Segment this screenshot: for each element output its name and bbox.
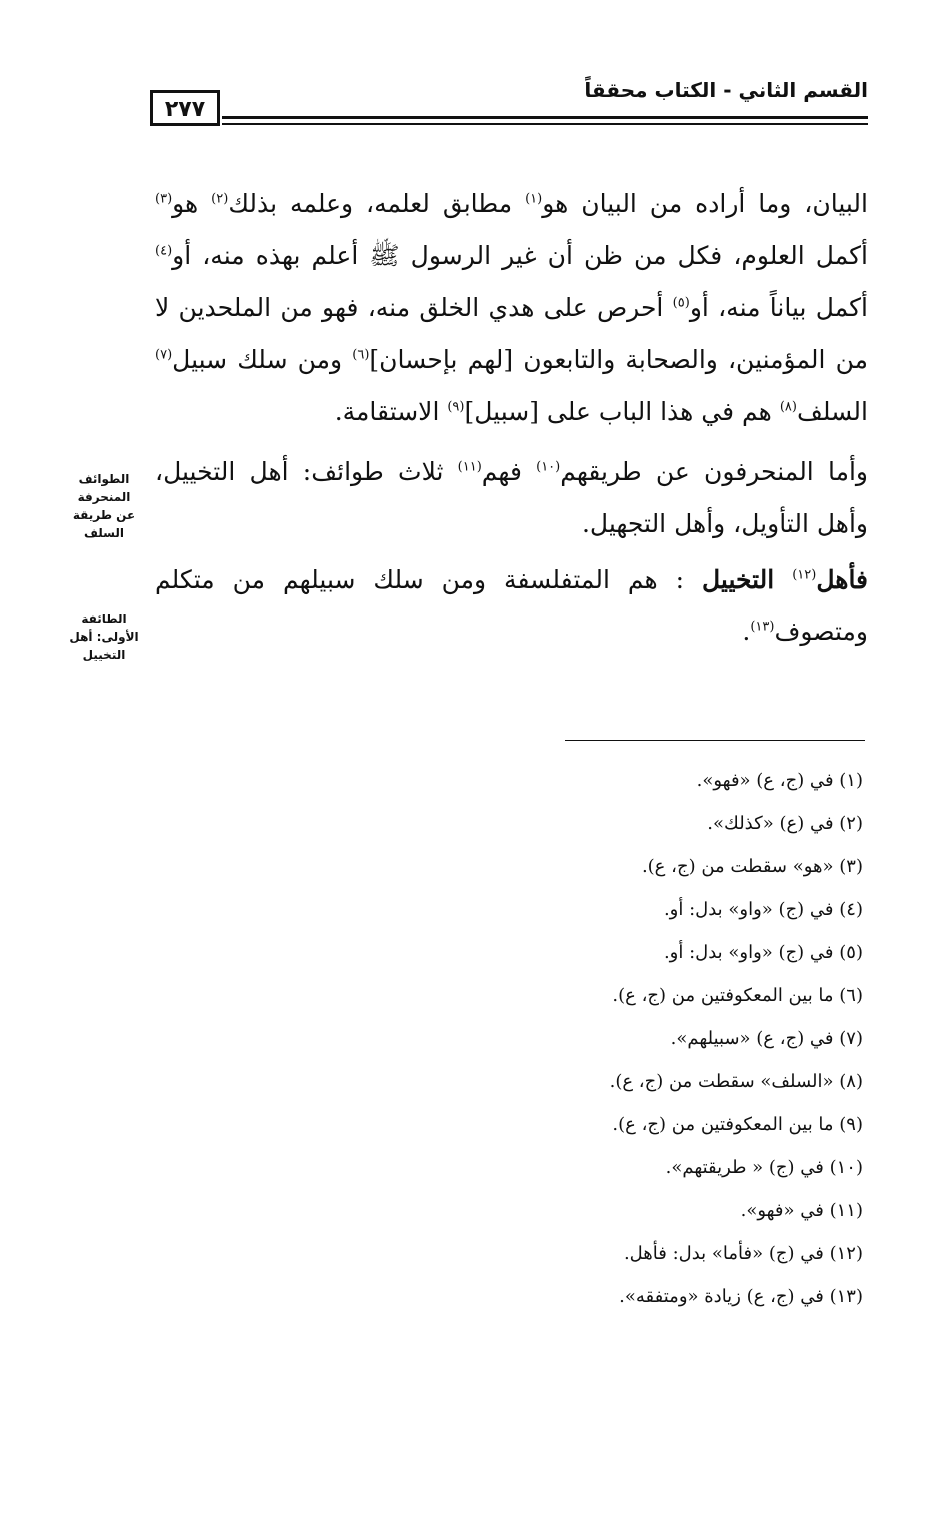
paragraph-2 — [155, 446, 868, 550]
text-segment: فهم — [481, 457, 522, 486]
footnote-item: (٧) في (ج، ع) «سبيلهم». — [670, 1028, 863, 1049]
text-segment: هم في هذا الباب على — [546, 397, 772, 426]
footnote-ref[interactable]: (٤) — [155, 243, 173, 259]
margin-note-line: الطوائف — [78, 472, 130, 486]
text-segment: [سبيل] — [464, 397, 539, 426]
margin-note-deviant-sects — [58, 470, 150, 542]
text-segment: منه، فهو من الملحدين لا من المؤمنين، والصحابة والتابعون [لهم — [155, 293, 869, 374]
margin-note-line: الأولى: أهل — [69, 630, 139, 644]
header-rule-thin — [222, 123, 868, 125]
footnote-item: (٥) في (ج) «واو» بدل: أو. — [663, 942, 863, 963]
margin-note-line: عن طريقة — [72, 508, 136, 522]
paragraph-3: فأهل$^{(١٢)}$ التخييل : هم المتفلسفة ومن سلك سبيلهم من متكلم ومتصوف$^{(١٣)}$. — [155, 565, 869, 646]
footnote-ref[interactable]: (١١) — [457, 459, 482, 475]
footnote-item: (١٠) في (ج) « طريقتهم». — [665, 1157, 863, 1178]
footnote-ref[interactable]: (٥) — [672, 295, 690, 311]
text-segment: وعلمه بذلك — [228, 189, 354, 218]
footnote-ref[interactable]: (١٢) — [792, 567, 817, 583]
text-segment-bold: التخييل — [701, 565, 775, 594]
page-header — [150, 78, 868, 128]
margin-note-first-sect — [58, 610, 150, 664]
text-segment: ثلاث طوائف: أهل — [249, 457, 444, 486]
footnote-item: (٩) ما بين المعكوفتين من (ج، ع). — [612, 1114, 863, 1135]
footnote-separator — [565, 740, 865, 741]
text-segment: السلف — [796, 397, 868, 426]
header-rule-thick — [222, 116, 868, 119]
text-segment: أحرص على هدي الخلق — [419, 293, 664, 322]
margin-note-line: الطائفة — [81, 612, 127, 626]
text-segment: وأما المنحرفون عن طريقهم — [560, 457, 868, 486]
footnote-ref[interactable]: (٩) — [447, 399, 465, 415]
footnote-ref[interactable]: (٣) — [155, 191, 173, 207]
footnote-ref[interactable]: (٨) — [779, 399, 797, 415]
footnote-item: (٦) ما بين المعكوفتين من (ج، ع). — [612, 985, 863, 1006]
margin-note-line: السلف — [83, 526, 125, 540]
text-segment: البيان، وما أراده من البيان هو — [542, 189, 868, 218]
text-segment: هو — [172, 189, 199, 218]
footnote-ref[interactable]: (٧) — [155, 347, 173, 363]
text-segment: : هم المتفلسفة ومن سلك سبيلهم من متكلم — [155, 565, 685, 594]
footnote-item: (١) في (ج، ع) «فهو». — [696, 770, 863, 791]
footnote-item: (٣) «هو» سقطت من (ج، ع). — [641, 856, 863, 877]
footnote-ref[interactable]: (١٣) — [750, 619, 775, 635]
margin-note-line: المنحرفة — [77, 490, 131, 504]
footnote-ref[interactable]: (٢) — [211, 191, 229, 207]
footnote-ref[interactable]: (٦) — [352, 347, 370, 363]
footnote-ref[interactable]: (١٠) — [536, 459, 561, 475]
text-segment: أعلم بهذه منه، أو — [172, 241, 359, 270]
text-segment: أكمل العلوم، فكل من ظن أن غير الرسول ﷺ — [369, 241, 868, 270]
text-segment: ومتصوف — [774, 617, 868, 646]
text-segment: الاستقامة. — [334, 397, 440, 426]
margin-note-line: التخييل — [82, 648, 126, 662]
footnotes — [443, 765, 863, 1324]
footnote-item: (٤) في (ج) «واو» بدل: أو. — [663, 899, 863, 920]
running-title: القسم الثاني - الكتاب محققاً — [584, 78, 868, 102]
text-segment: التخييل، وأهل التأويل، وأهل التجهيل. — [155, 457, 868, 538]
text-segment: ومن سلك سبيل — [172, 345, 343, 374]
footnote-ref[interactable]: (١) — [525, 191, 543, 207]
text-segment: أكمل بياناً منه، أو — [689, 293, 868, 322]
main-text — [155, 178, 868, 658]
text-segment-bold: فأهل — [816, 565, 869, 594]
paragraph-1 — [155, 178, 868, 438]
footnote-item: (١٢) في (ج) «فأما» بدل: فأهل. — [623, 1243, 863, 1264]
footnote-item: (١٣) في (ج، ع) زيادة «ومتفقه». — [619, 1286, 863, 1307]
footnote-item: (٨) «السلف» سقطت من (ج، ع). — [609, 1071, 863, 1092]
text-segment: بإحسان] — [369, 345, 458, 374]
footnote-item: (١١) في «فهو». — [740, 1200, 863, 1221]
footnote-item: (٢) في (ع) «كذلك». — [707, 813, 863, 834]
page-number: ٢٧٧ — [150, 90, 220, 126]
text-segment: مطابق لعلمه، — [366, 189, 513, 218]
